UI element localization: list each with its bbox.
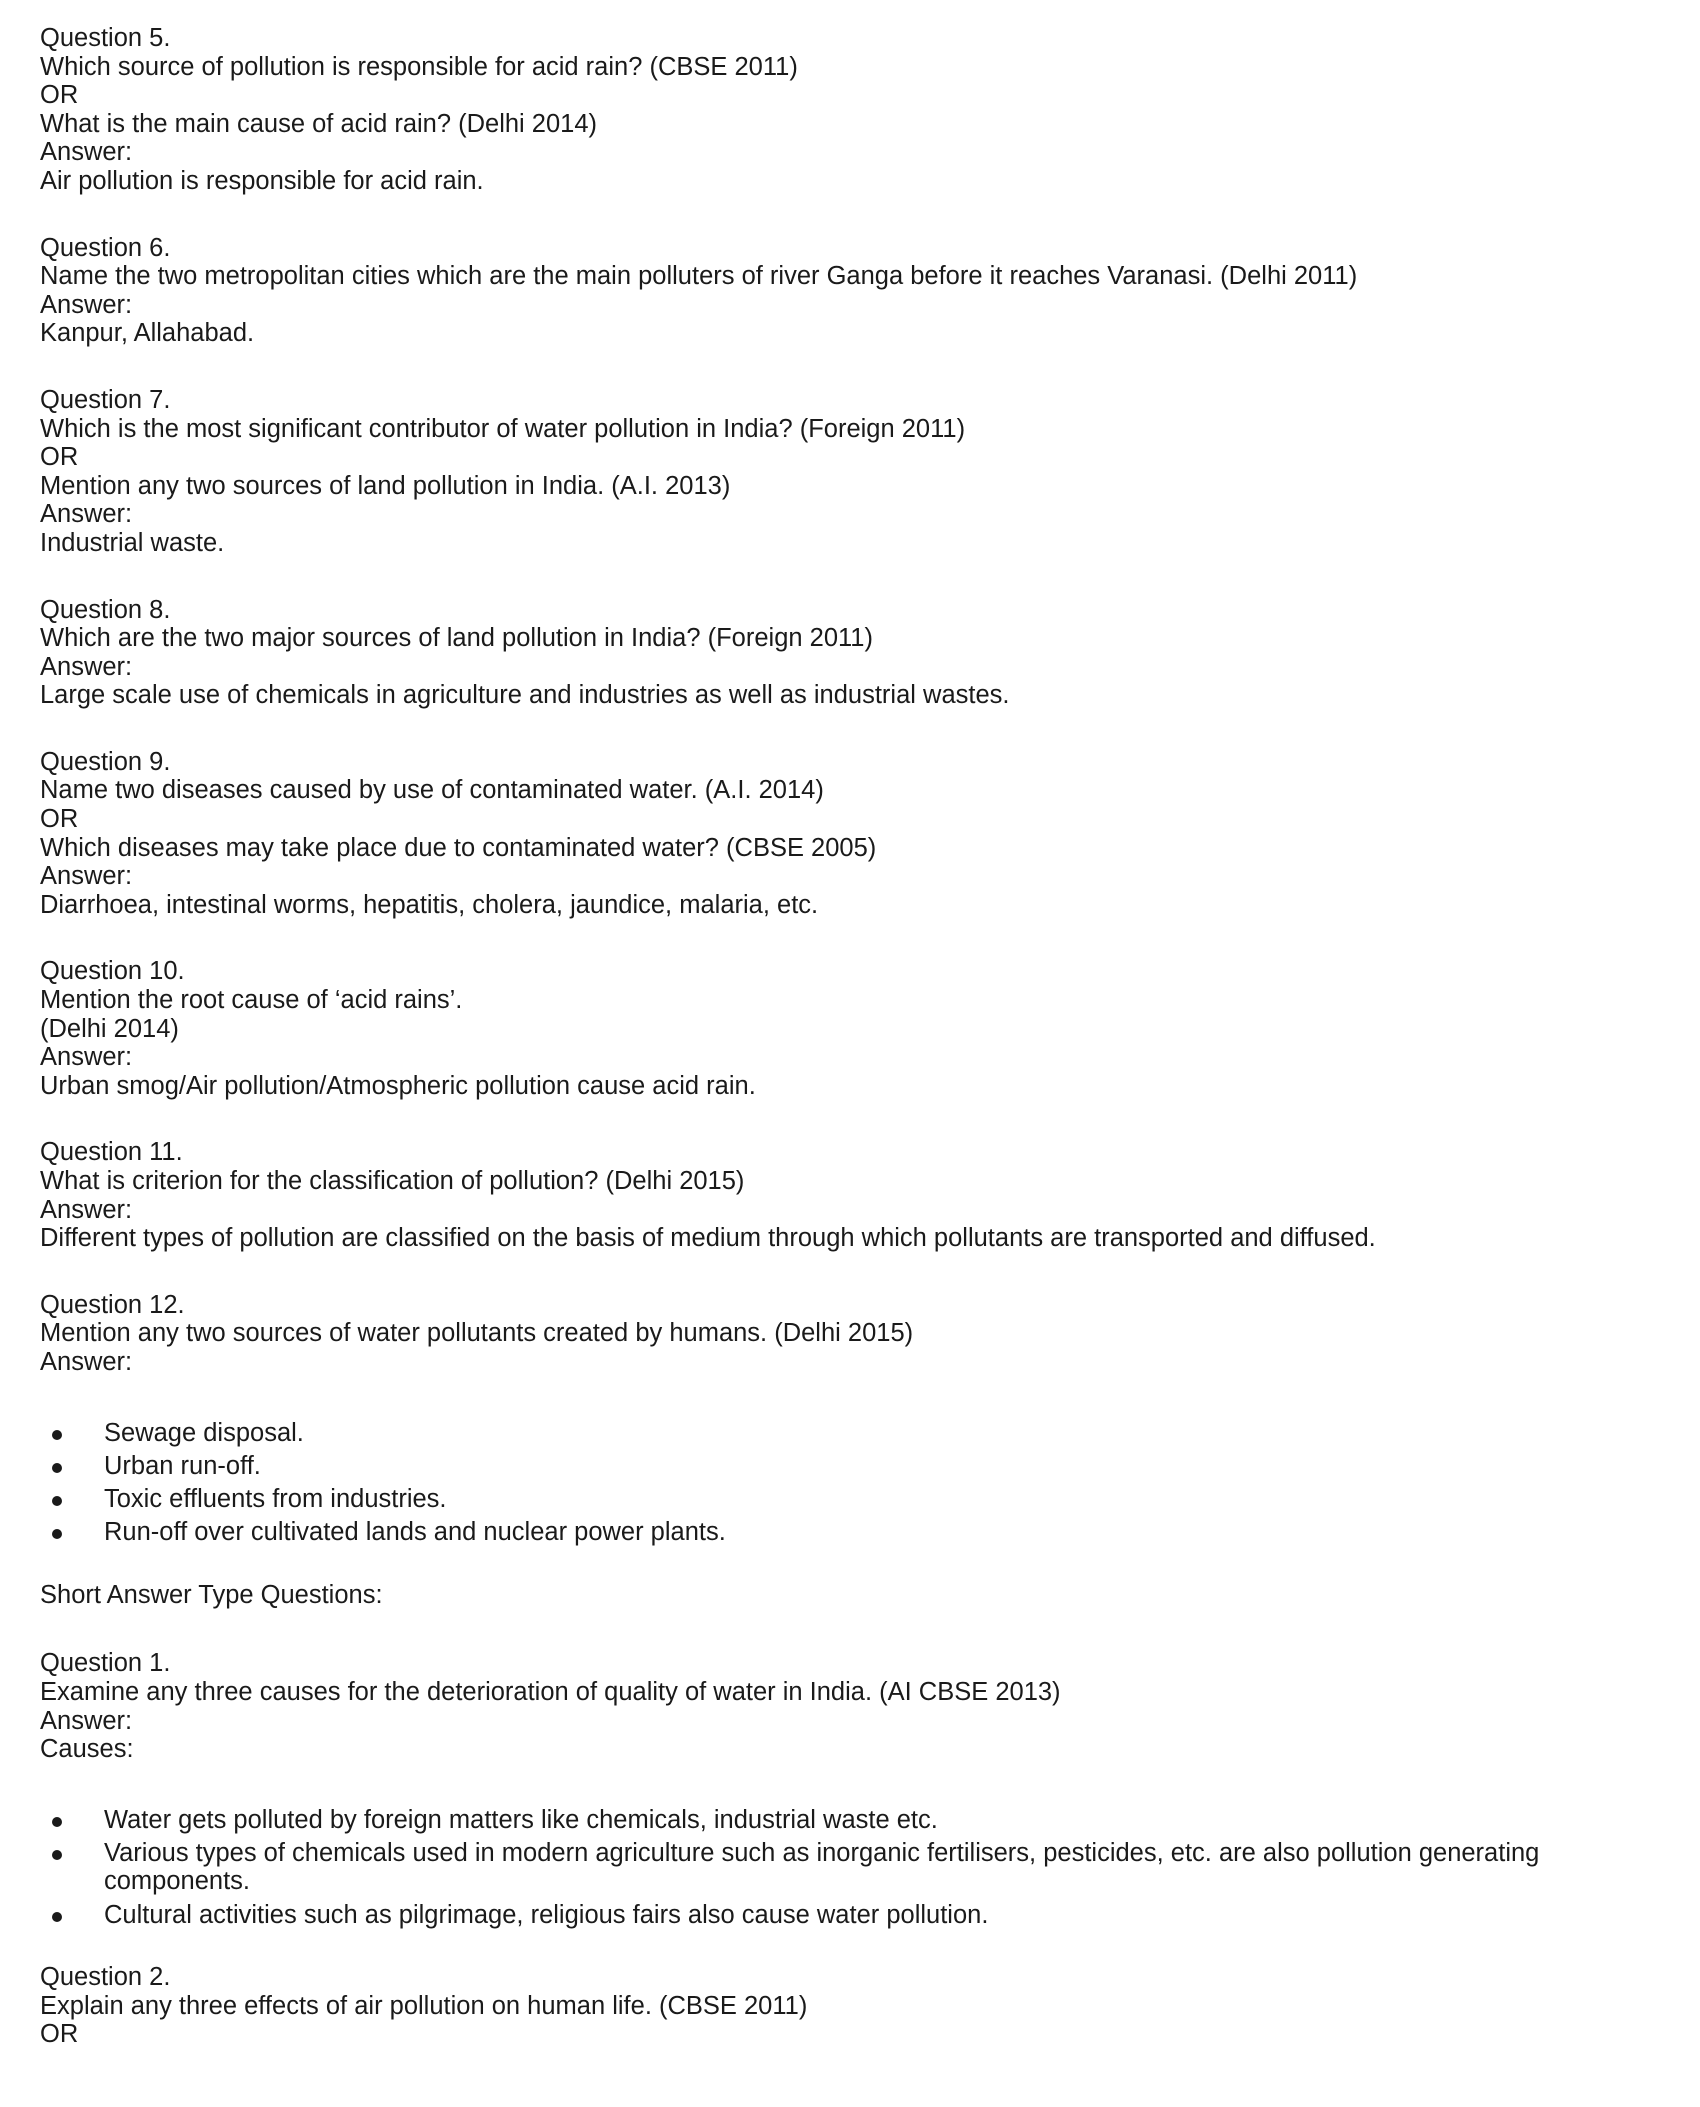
question-title: Question 1.	[40, 1649, 171, 1678]
question-text: Mention any two sources of water pollutants created by humans. (Delhi 2015)	[40, 1319, 914, 1348]
question-7-block	[40, 386, 1660, 558]
list-item	[40, 1485, 1564, 1514]
bullet-icon	[52, 1912, 62, 1922]
question-text-alt: Which diseases may take place due to contaminated water? (CBSE 2005)	[40, 833, 877, 862]
list-item	[40, 1452, 1564, 1481]
question-text: Which are the two major sources of land pollution in India? (Foreign 2011)	[40, 624, 873, 653]
answer-text: Urban smog/Air pollution/Atmospheric pollution cause acid rain.	[40, 1071, 756, 1100]
question-text: Name the two metropolitan cities which are the main polluters of river Ganga before it reaches Varanasi. (Delhi 2011)	[40, 262, 1358, 291]
short-question-1-block	[40, 1649, 1660, 1929]
answer-text: Different types of pollution are classified on the basis of medium through which pollutants are transported and diffused.	[40, 1224, 1376, 1253]
answer-label: Answer:	[40, 1195, 133, 1224]
question-5-block	[40, 24, 1660, 196]
or-separator: OR	[40, 805, 79, 834]
answer-label: Answer:	[40, 1706, 133, 1735]
answer-label: Answer:	[40, 500, 133, 529]
list-item-text: Run-off over cultivated lands and nuclear power plants.	[104, 1518, 726, 1547]
question-title: Question 11.	[40, 1138, 183, 1167]
list-item-text: Sewage disposal.	[104, 1418, 304, 1447]
question-text-alt: Mention any two sources of land pollution in India. (A.I. 2013)	[40, 471, 731, 500]
question-title: Question 12.	[40, 1290, 185, 1319]
answer-text: Large scale use of chemicals in agriculture and industries as well as industrial wastes.	[40, 681, 1010, 710]
answer-label: Answer:	[40, 138, 133, 167]
answer-bullet-list	[40, 1806, 1660, 1930]
question-source: (Delhi 2014)	[40, 1014, 179, 1043]
question-title: Question 8.	[40, 595, 171, 624]
list-item-text: Water gets polluted by foreign matters like chemicals, industrial waste etc.	[104, 1805, 938, 1834]
bullet-icon	[52, 1850, 62, 1860]
answer-label: Answer:	[40, 1043, 133, 1072]
or-separator: OR	[40, 81, 79, 110]
question-text: Which is the most significant contributor of water pollution in India? (Foreign 2011)	[40, 414, 966, 443]
question-text: Explain any three effects of air pollution on human life. (CBSE 2011)	[40, 1991, 808, 2020]
question-title: Question 2.	[40, 1963, 171, 1992]
list-item-text: Toxic effluents from industries.	[104, 1484, 447, 1513]
question-title: Question 6.	[40, 233, 171, 262]
answer-label: Answer:	[40, 862, 133, 891]
bullet-icon	[52, 1463, 62, 1473]
question-title: Question 7.	[40, 385, 171, 414]
answer-label: Answer:	[40, 652, 133, 681]
question-title: Question 10.	[40, 957, 185, 986]
answer-label: Answer:	[40, 1347, 133, 1376]
question-text: Examine any three causes for the deterioration of quality of water in India. (AI CBSE 2013)	[40, 1677, 1061, 1706]
list-item	[40, 1839, 1564, 1896]
bullet-icon	[52, 1430, 62, 1440]
answer-text: Diarrhoea, intestinal worms, hepatitis, cholera, jaundice, malaria, etc.	[40, 890, 819, 919]
short-question-2-block	[40, 1963, 1660, 2049]
bullet-icon	[52, 1529, 62, 1539]
answer-text: Industrial waste.	[40, 528, 225, 557]
question-title: Question 9.	[40, 747, 171, 776]
list-item	[40, 1518, 1564, 1547]
question-text: Mention the root cause of ‘acid rains’.	[40, 986, 463, 1015]
causes-label: Causes:	[40, 1735, 134, 1764]
question-11-block	[40, 1138, 1660, 1252]
question-12-block	[40, 1291, 1660, 1547]
question-text: What is criterion for the classification of pollution? (Delhi 2015)	[40, 1167, 745, 1195]
list-item-text: Cultural activities such as pilgrimage, religious fairs also cause water pollution.	[104, 1900, 989, 1929]
question-title: Question 5.	[40, 24, 171, 52]
question-text: Name two diseases caused by use of contaminated water. (A.I. 2014)	[40, 776, 824, 805]
question-text-alt: What is the main cause of acid rain? (Delhi 2014)	[40, 109, 598, 138]
document	[40, 24, 1660, 2087]
question-text: Which source of pollution is responsible for acid rain? (CBSE 2011)	[40, 52, 798, 81]
question-6-block	[40, 234, 1660, 348]
section-heading: Short Answer Type Questions:	[40, 1580, 383, 1609]
bullet-icon	[52, 1817, 62, 1827]
or-separator: OR	[40, 443, 79, 472]
list-item-text: Various types of chemicals used in modern agriculture such as inorganic fertilisers, pesticides, etc. are also pollution generating components.	[104, 1838, 1540, 1896]
question-10-block	[40, 957, 1660, 1100]
or-separator: OR	[40, 2020, 79, 2049]
list-item	[40, 1806, 1564, 1835]
answer-text: Kanpur, Allahabad.	[40, 319, 255, 348]
list-item	[40, 1901, 1564, 1930]
answer-bullet-list	[40, 1419, 1660, 1547]
bullet-icon	[52, 1496, 62, 1506]
question-8-block	[40, 596, 1660, 710]
question-9-block	[40, 748, 1660, 920]
list-item	[40, 1419, 1564, 1448]
answer-label: Answer:	[40, 290, 133, 319]
answer-text: Air pollution is responsible for acid rain.	[40, 166, 484, 195]
list-item-text: Urban run-off.	[104, 1451, 261, 1480]
